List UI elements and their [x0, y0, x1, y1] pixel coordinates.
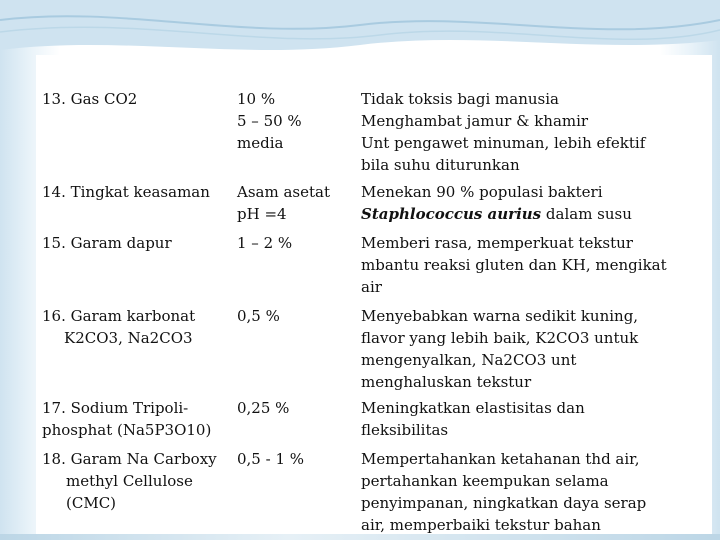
additive-amount: 0,25 % [237, 399, 290, 417]
additive-effect: Menyebabkan warna sedikit kuning, flavor yang lebih baik, K2CO3 untuk mengenyalkan, Na2CO3 unt menghaluskan tekstur [361, 307, 639, 391]
additive-amount: 0,5 - 1 % [237, 450, 305, 468]
additive-effect: Menekan 90 % populasi bakteri Staphlococcus aurius dalam susu [361, 181, 691, 225]
additive-effect: Tidak toksis bagi manusia Menghambat jamur & khamir Unt pengawet minuman, lebih efektif bila suhu diturunkan [361, 90, 646, 174]
additive-name: 14. Tingkat keasaman [42, 183, 210, 201]
additive-name: 13. Gas CO2 [42, 90, 138, 108]
additive-name: 18. Garam Na Carboxy methyl Cellulose (CMC) [42, 450, 217, 512]
additive-amount: Asam asetat pH =4 [237, 183, 330, 223]
effect-line: Staphlococcus aurius dalam susu [361, 205, 632, 223]
additive-effect: Meningkatkan elastisitas dan fleksibilitas [361, 399, 585, 439]
additive-name: 16. Garam karbonat K2CO3, Na2CO3 [42, 307, 196, 347]
decorative-wave-header [0, 0, 720, 60]
additive-effect: Memberi rasa, memperkuat tekstur mbantu reaksi gluten dan KH, mengikat air [361, 234, 667, 296]
additive-amount: 10 % 5 – 50 % media [237, 90, 302, 152]
additive-name: 17. Sodium Tripoli- phosphat (Na5P3O10) [42, 399, 212, 439]
additive-amount: 0,5 % [237, 307, 280, 325]
additive-name: 15. Garam dapur [42, 234, 172, 252]
additive-amount: 1 – 2 % [237, 234, 293, 252]
additive-effect: Mempertahankan ketahanan thd air, pertahankan keempukan selama penyimpanan, ningkatkan daya serap air, memperbaiki tekstur bahan [361, 450, 647, 534]
